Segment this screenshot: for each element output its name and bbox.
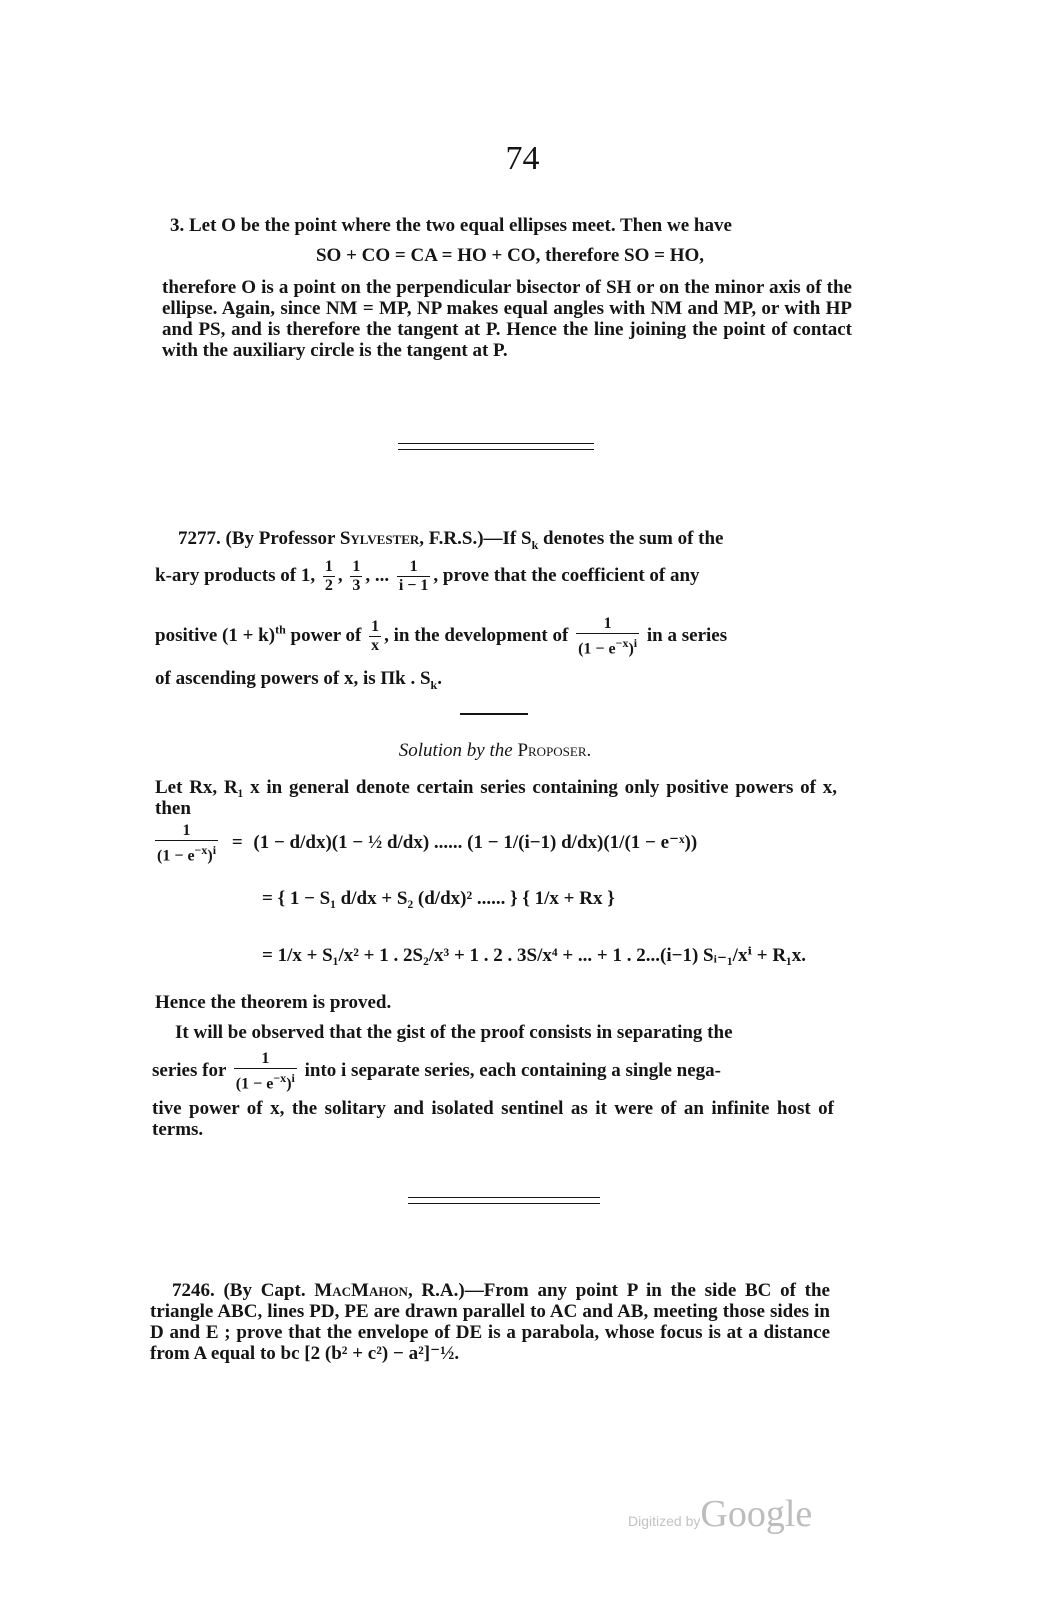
obs-den-close: ) <box>286 1075 292 1093</box>
watermark-digitized-by: Digitized by <box>628 1513 701 1529</box>
equation-line-3: = 1/x + S₁/x² + 1 . 2S₂/x³ + 1 . 2 . 3S/x⁴ + ... + 1 . 2...(i−1) Sᵢ₋₁/xⁱ + R₁x. <box>262 945 806 966</box>
equation-line-2: = { 1 − S₁ d/dx + S₂ (d/dx)² ...... } { 1/x + Rx } <box>262 888 615 909</box>
q7246-text-a: (By Capt. <box>223 1280 315 1301</box>
q7277-number: 7277. <box>178 528 221 549</box>
eq1-den-sup-i: i <box>212 843 217 857</box>
q7246-text <box>150 1280 830 1364</box>
q7277-line3-d: in a series <box>642 625 728 647</box>
q7277-line4-end: . <box>437 668 442 689</box>
frac-num: 1 <box>371 618 380 636</box>
q7277-line2-sep: , ... <box>365 564 394 586</box>
frac-one-half <box>323 558 335 595</box>
obs-into: into i separate series, each containing a single nega- <box>304 1060 721 1082</box>
q7277-line3-c: , in the development of <box>384 625 569 647</box>
q7277-line2-a: k-ary products of 1, <box>155 564 316 586</box>
double-rule-bottom-1 <box>408 1197 600 1198</box>
q7277-line2: k-ary products of 1, $\frac{1}{2}$ , $\frac{1}{3}$ , ... $\frac{1}{i - 1}$ , prove that the coefficient of any <box>155 558 700 594</box>
eq1-den-close: ) <box>207 847 213 865</box>
solution3-para2: therefore O is a point on the perpendicular bisector of SH or on the minor axis of the ellipse. Again, since NM = MP, NP makes equal angles with NM and MP, or with HP and PS, and is therefore the tangent at P. Hence the line joining the point of contact with the auxiliary circle is the tangent at P. <box>162 277 852 361</box>
q7277-line4 <box>155 668 442 693</box>
q7277-line1-c: denotes the sum of the <box>538 528 724 549</box>
equation-line-1: $\frac{1}{(1 - e^{-x})^i}$ = (1 − d/dx)(1 − ½ d/dx) ...... (1 − 1/(i−1) d/dx)(1/(1 − e⁻ˣ)) <box>157 822 698 865</box>
frac-one-over-i-minus-1 <box>397 558 431 595</box>
q7277-line1-a: (By Professor <box>225 528 340 549</box>
eq1-den-sup-mx: −x <box>194 843 208 857</box>
frac-num: 1 <box>182 822 191 839</box>
observation-line-2 <box>152 1050 721 1093</box>
frac-den <box>155 840 218 865</box>
solution-heading <box>155 740 835 762</box>
obs-frac <box>234 1050 297 1093</box>
hence-line: Hence the theorem is proved. <box>155 992 392 1013</box>
q7277-line3-b: power of <box>285 625 362 647</box>
q7246-author: MacMahon <box>314 1280 408 1301</box>
page-number: 74 <box>505 140 540 177</box>
frac-den <box>234 1068 297 1093</box>
q7277-line2-b: , prove that the coefficient of any <box>433 564 700 586</box>
frac-num: 1 <box>409 558 418 575</box>
solution-heading-proposer: Proposer. <box>517 740 592 761</box>
frac-one-over-exp <box>576 615 639 658</box>
short-rule <box>460 713 528 715</box>
frac-num: 1 <box>324 558 333 575</box>
frac-num: 1 <box>261 1050 270 1067</box>
obs-series-for: series for <box>152 1060 227 1082</box>
q7277-line1 <box>178 528 724 553</box>
frac-den-sup-i: i <box>633 636 638 650</box>
frac-den-sup-mx: −x <box>615 636 629 650</box>
solution-heading-italic: Solution by the <box>398 740 518 761</box>
obs-den-sup-mx: −x <box>273 1071 287 1085</box>
frac-num: 1 <box>352 558 361 575</box>
q7277-sup-th: th <box>275 622 286 637</box>
q7277-line1-b: , F.R.S.)—If S <box>419 528 532 549</box>
observation-line-3: tive power of x, the solitary and isolated sentinel as it were of an infinite host of terms. <box>152 1098 834 1140</box>
solution-para1: Let Rx, R₁ x in general denote certain series containing only positive powers of x, then <box>155 777 837 819</box>
q7277-line3 <box>155 615 727 658</box>
obs-den-a: (1 − e <box>235 1075 274 1093</box>
frac-den <box>576 633 639 658</box>
frac-one-over-x <box>369 618 381 655</box>
q7277-line3-a: positive (1 + k) <box>155 625 276 647</box>
q7246-text-b: , R.A.)—From any point P in the side BC of the triangle ABC, lines PD, PE are drawn parallel to AC and AB, meeting those sides in D and E ; prove that the envelope of DE is a parabola, whose focus is at a distance from A equal to bc [2 (b² + c²) − a²]⁻½. <box>150 1280 830 1364</box>
obs-den-sup-i: i <box>291 1071 295 1085</box>
frac-den: x <box>371 637 380 655</box>
q7277-line4-sub-k: k <box>430 677 438 692</box>
frac-den-close: ) <box>628 640 634 658</box>
q7277-author: Sylvester <box>339 528 420 549</box>
eq1-den-a: (1 − e <box>157 847 195 865</box>
frac-den-a: (1 − e <box>578 640 616 658</box>
q7246-number: 7246. <box>172 1280 215 1301</box>
frac-den: 3 <box>352 577 361 594</box>
q7277-sub-k: k <box>531 537 539 552</box>
solution3-equation: SO + CO = CA = HO + CO, therefore SO = HO, <box>315 245 705 266</box>
frac-num: 1 <box>603 615 612 632</box>
observation-line-1: It will be observed that the gist of the proof consists in separating the <box>175 1022 733 1043</box>
q7277-line4-text: of ascending powers of x, is Πk . S <box>155 668 431 689</box>
google-watermark <box>628 1492 812 1536</box>
double-rule-top-1 <box>398 443 594 444</box>
frac-den: 2 <box>324 577 333 594</box>
frac-den: i − 1 <box>398 577 429 594</box>
double-rule-top-2 <box>398 449 594 450</box>
frac-one-third <box>350 558 362 595</box>
solution3-para1: 3. Let O be the point where the two equal ellipses meet. Then we have <box>170 215 732 236</box>
double-rule-bottom-2 <box>408 1203 600 1204</box>
eq1-lhs <box>155 822 218 865</box>
watermark-google: Google <box>700 1493 813 1535</box>
eq1-rhs: (1 − d/dx)(1 − ½ d/dx) ...... (1 − 1/(i−1) d/dx)(1/(1 − e⁻ˣ)) <box>253 832 698 854</box>
